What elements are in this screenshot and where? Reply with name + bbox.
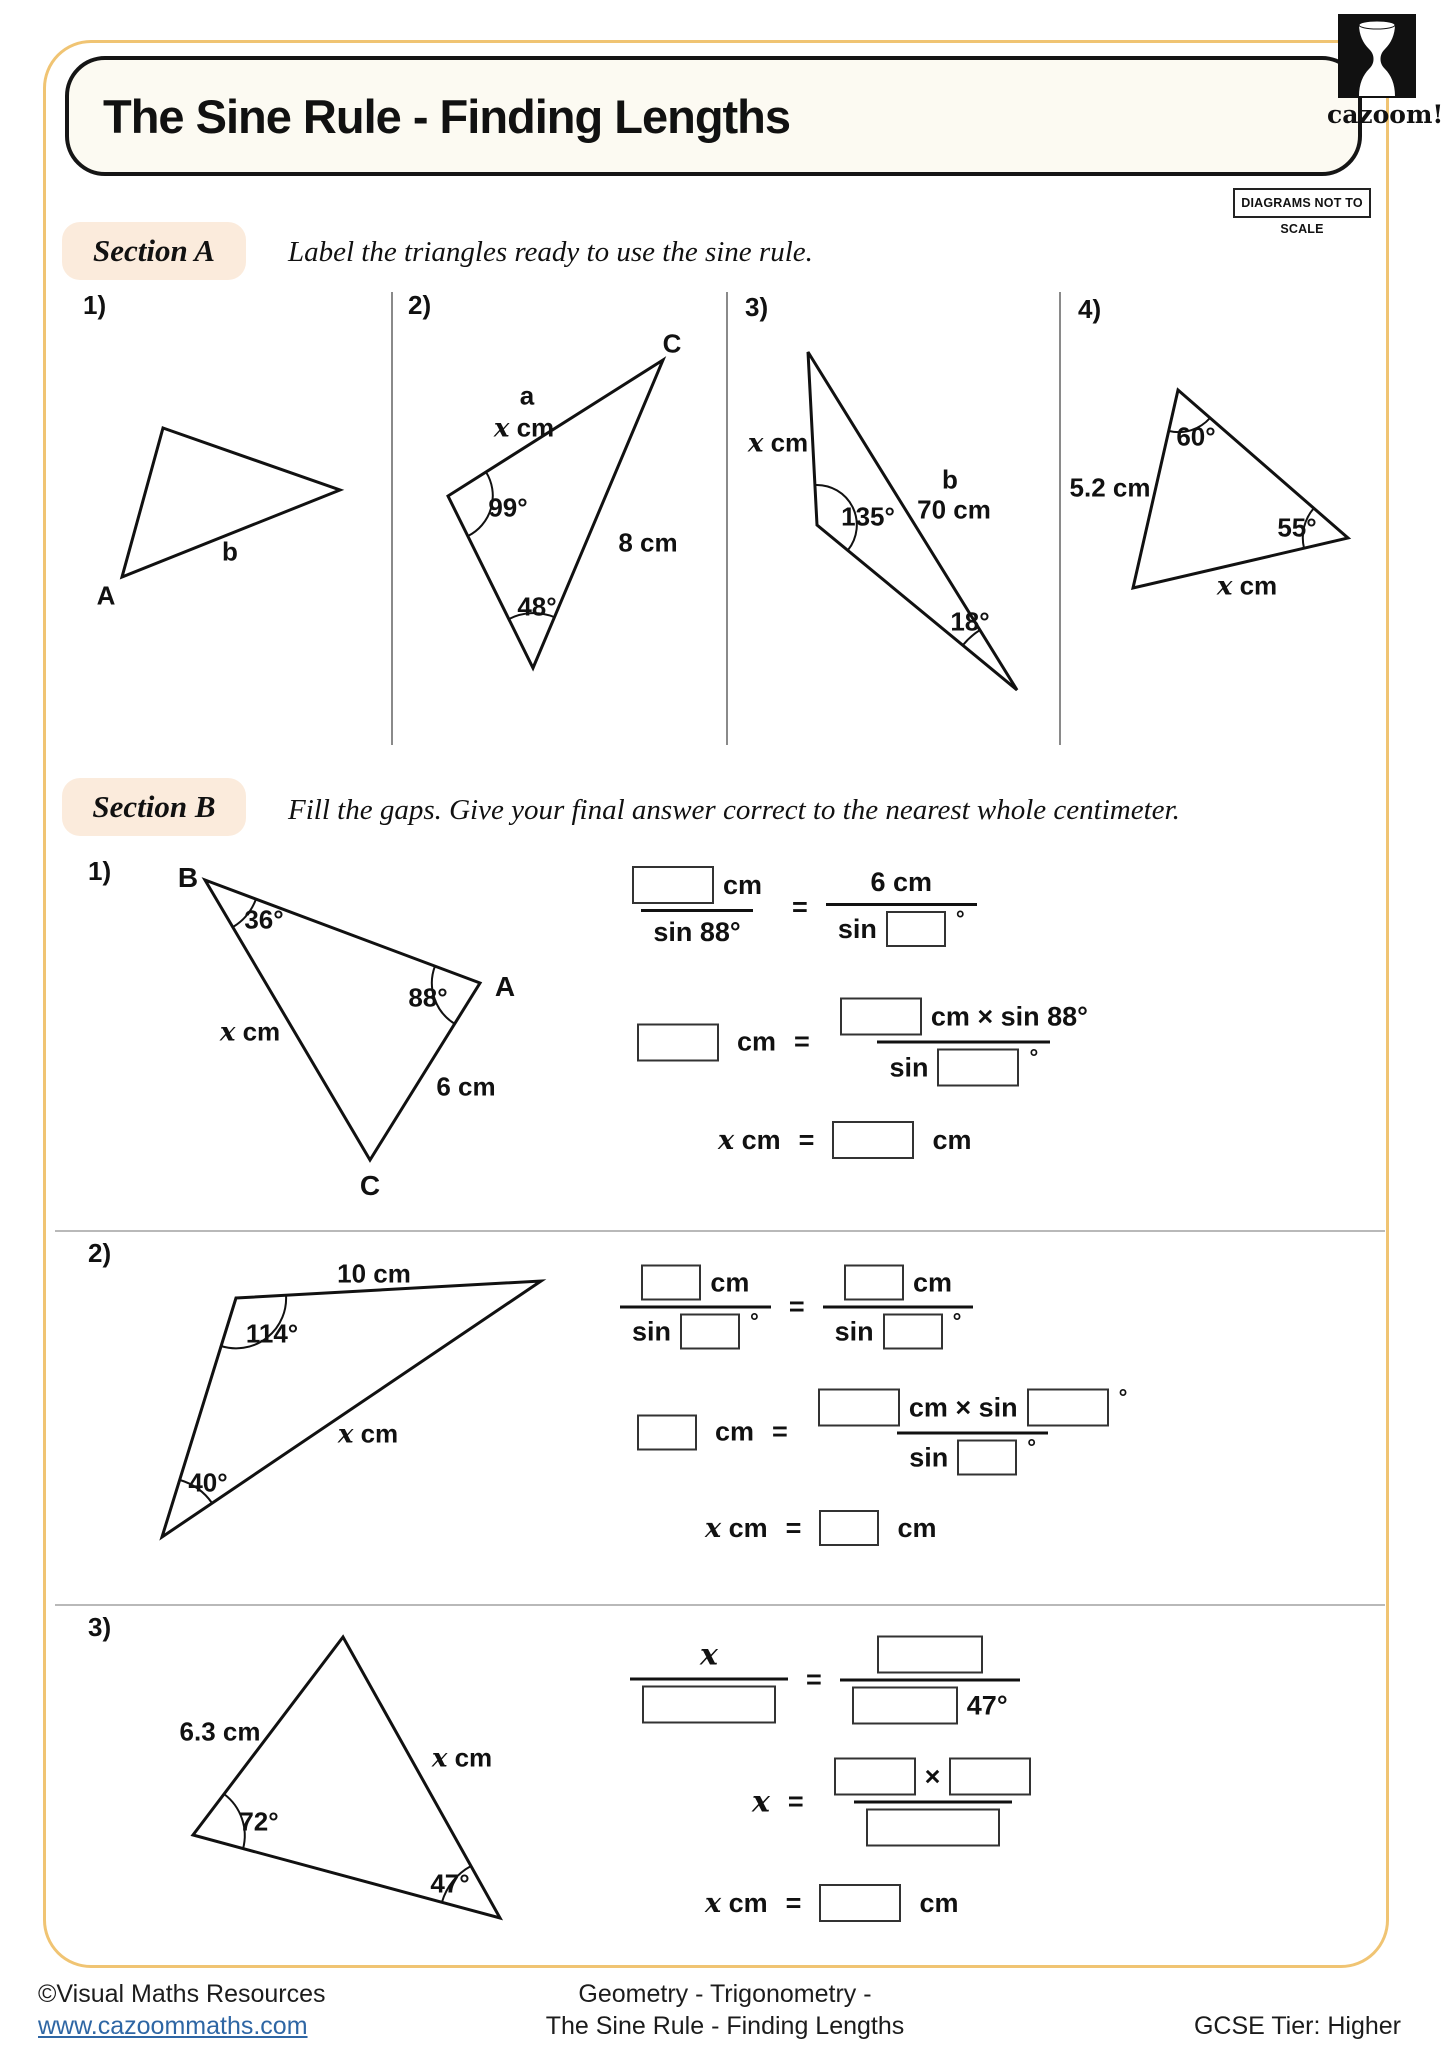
cm-unit: cm bbox=[741, 1124, 781, 1155]
cm-unit: cm bbox=[932, 1124, 972, 1155]
sin-88-text: sin 88° bbox=[653, 917, 741, 947]
equals-sign: = bbox=[772, 1416, 788, 1447]
answer-box[interactable] bbox=[637, 1414, 697, 1450]
side-label-xcm bbox=[1217, 571, 1277, 602]
answer-box[interactable] bbox=[886, 911, 946, 947]
47-degree-text: 47° bbox=[966, 1690, 1008, 1720]
side-label-xcm bbox=[338, 1419, 398, 1450]
question-number-a2: 2) bbox=[408, 290, 432, 320]
answer-box[interactable] bbox=[957, 1440, 1017, 1476]
answer-box[interactable] bbox=[680, 1314, 740, 1350]
equals-sign: = bbox=[787, 1786, 804, 1817]
cm-unit: cm bbox=[715, 1416, 755, 1447]
x-cm-lhs bbox=[705, 1513, 768, 1544]
brand-name: cazoom! bbox=[1327, 100, 1444, 129]
equals-sign: = bbox=[785, 1887, 802, 1918]
b1-equation-row3 bbox=[718, 1121, 971, 1159]
x-symbol: x bbox=[705, 1887, 722, 1919]
cm-unit: cm bbox=[360, 1418, 399, 1449]
angle-label-47: 47° bbox=[430, 1868, 470, 1899]
answer-box[interactable] bbox=[866, 1809, 1000, 1847]
page-title: The Sine Rule - Finding Lengths bbox=[103, 89, 791, 143]
x-symbol: x bbox=[718, 1124, 735, 1156]
fraction bbox=[826, 862, 977, 952]
cm-times-sin88-text: cm × sin 88° bbox=[930, 1001, 1088, 1031]
footer-topic-line1: Geometry - Trigonometry - bbox=[578, 1980, 872, 2008]
fraction bbox=[620, 1260, 771, 1355]
angle-label-55: 55° bbox=[1277, 512, 1317, 543]
answer-box[interactable] bbox=[818, 1389, 900, 1427]
cm-unit: cm bbox=[710, 1267, 750, 1297]
answer-box[interactable] bbox=[877, 1636, 983, 1674]
degree-sign: ° bbox=[955, 906, 965, 931]
answer-box[interactable] bbox=[641, 1265, 701, 1301]
side-label-6cm: 6 cm bbox=[436, 1071, 496, 1102]
cm-times-sin-text: cm × sin bbox=[908, 1392, 1018, 1422]
side-label-b: b bbox=[942, 464, 958, 495]
footer-topic-line2: The Sine Rule - Finding Lengths bbox=[545, 2012, 905, 2040]
side-label-xcm bbox=[494, 413, 554, 444]
degree-sign: ° bbox=[750, 1308, 759, 1334]
sin-text: sin bbox=[632, 1316, 672, 1346]
b1-equation-row2 bbox=[637, 993, 1100, 1092]
side-label-xcm bbox=[432, 1743, 492, 1774]
sin-text: sin bbox=[909, 1442, 949, 1472]
angle-label-60: 60° bbox=[1176, 421, 1216, 452]
cm-unit: cm bbox=[516, 412, 555, 443]
vertex-label-a: A bbox=[96, 580, 116, 611]
answer-box[interactable] bbox=[840, 998, 922, 1036]
x-symbol: x bbox=[493, 413, 510, 444]
side-label-10cm: 10 cm bbox=[337, 1258, 411, 1289]
equals-sign: = bbox=[788, 1291, 805, 1322]
cm-unit: cm bbox=[728, 1887, 768, 1918]
equals-sign: = bbox=[785, 1512, 802, 1543]
x-symbol: x bbox=[1216, 571, 1233, 602]
side-label-8cm: 8 cm bbox=[618, 527, 678, 558]
x-symbol: x bbox=[700, 1637, 718, 1672]
cm-unit: cm bbox=[897, 1512, 937, 1543]
fraction bbox=[823, 1260, 974, 1355]
angle-label-18: 18° bbox=[950, 606, 990, 637]
vertex-label-c: C bbox=[359, 1170, 381, 1201]
degree-sign: ° bbox=[1027, 1434, 1037, 1460]
angle-label-36: 36° bbox=[244, 904, 284, 935]
question-number-a1: 1) bbox=[83, 290, 107, 320]
fraction bbox=[828, 993, 1100, 1092]
vertex-label-b: B bbox=[177, 862, 199, 893]
side-label-a: a bbox=[519, 380, 535, 411]
times-sign: × bbox=[924, 1761, 941, 1791]
side-label-70cm: 70 cm bbox=[917, 494, 991, 525]
degree-sign: ° bbox=[1029, 1044, 1039, 1070]
answer-box[interactable] bbox=[883, 1314, 943, 1350]
side-label-xcm bbox=[748, 428, 808, 459]
cm-unit: cm bbox=[723, 869, 763, 900]
equals-sign: = bbox=[794, 1026, 810, 1057]
cm-unit: cm bbox=[737, 1026, 777, 1057]
section-b-pill bbox=[62, 778, 246, 836]
x-symbol: x bbox=[219, 1017, 236, 1048]
answer-box[interactable] bbox=[949, 1758, 1031, 1796]
fraction bbox=[806, 1384, 1140, 1481]
footer-copyright: ©Visual Maths Resources bbox=[38, 1980, 326, 2008]
answer-box[interactable] bbox=[834, 1758, 916, 1796]
section-a-label: Section A bbox=[92, 233, 215, 268]
fraction bbox=[840, 1631, 1020, 1730]
angle-label-114: 114° bbox=[245, 1318, 299, 1349]
answer-box[interactable] bbox=[642, 1685, 776, 1723]
cm-unit: cm bbox=[919, 1887, 959, 1918]
vertex-label-c: C bbox=[662, 328, 682, 359]
side-label-b: b bbox=[222, 536, 238, 567]
answer-box[interactable] bbox=[819, 1510, 879, 1546]
x-symbol: x bbox=[431, 1743, 448, 1774]
section-b-label: Section B bbox=[92, 789, 216, 824]
b2-equation-row3 bbox=[705, 1510, 936, 1546]
x-cm-lhs bbox=[705, 1888, 768, 1919]
angle-label-135: 135° bbox=[841, 501, 895, 532]
answer-box[interactable] bbox=[637, 1023, 719, 1061]
angle-label-40: 40° bbox=[188, 1467, 228, 1498]
6cm-text: 6 cm bbox=[870, 867, 932, 897]
cm-unit: cm bbox=[770, 427, 809, 458]
side-label-63cm: 6.3 cm bbox=[179, 1716, 261, 1747]
answer-box[interactable] bbox=[819, 1884, 901, 1922]
b3-equation-row2 bbox=[752, 1753, 1043, 1852]
answer-box[interactable] bbox=[632, 866, 714, 904]
x-symbol: x bbox=[705, 1512, 722, 1544]
answer-box[interactable] bbox=[1027, 1389, 1109, 1427]
cm-unit: cm bbox=[454, 1742, 493, 1773]
question-number-b2: 2) bbox=[88, 1238, 112, 1268]
x-cm-lhs bbox=[718, 1125, 781, 1156]
x-symbol: x bbox=[747, 428, 764, 459]
vertex-label-a: A bbox=[494, 971, 516, 1002]
equals-sign: = bbox=[792, 891, 808, 922]
equals-sign: = bbox=[806, 1664, 822, 1695]
b1-equation-row1 bbox=[620, 861, 977, 953]
b2-equation-row2 bbox=[637, 1384, 1139, 1481]
answer-box[interactable] bbox=[844, 1265, 904, 1301]
angle-label-99: 99° bbox=[488, 492, 528, 523]
sin-text: sin bbox=[837, 913, 877, 944]
answer-box[interactable] bbox=[852, 1687, 958, 1725]
triangle-b2 bbox=[162, 1281, 541, 1537]
angle-label-72: 72° bbox=[239, 1806, 279, 1837]
section-a-instruction: Label the triangles ready to use the sine rule. bbox=[288, 236, 813, 268]
b3-equation-row3 bbox=[705, 1884, 958, 1922]
angle-label-88: 88° bbox=[408, 982, 448, 1013]
cm-unit: cm bbox=[242, 1016, 281, 1047]
fraction bbox=[630, 1632, 788, 1728]
triangle-a4 bbox=[1133, 390, 1348, 588]
cm-unit: cm bbox=[728, 1512, 768, 1543]
fraction bbox=[822, 1753, 1044, 1852]
angle-label-48: 48° bbox=[517, 591, 557, 622]
b3-equation-row1 bbox=[630, 1631, 1020, 1730]
question-number-a3: 3) bbox=[745, 292, 769, 322]
degree-sign: ° bbox=[952, 1308, 962, 1334]
x-symbol: x bbox=[337, 1419, 354, 1450]
answer-box[interactable] bbox=[937, 1049, 1019, 1087]
question-number-a4: 4) bbox=[1078, 294, 1102, 324]
equals-sign: = bbox=[798, 1124, 815, 1155]
b2-equation-row1 bbox=[620, 1260, 973, 1355]
question-number-b3: 3) bbox=[88, 1612, 112, 1642]
section-b-instruction: Fill the gaps. Give your final answer correct to the nearest whole centimeter. bbox=[288, 794, 1180, 826]
footer-tier: GCSE Tier: Higher bbox=[1193, 2012, 1401, 2040]
diagrams-not-to-scale-badge: DIAGRAMS NOT TO SCALE bbox=[1233, 188, 1371, 218]
degree-sign: ° bbox=[1118, 1384, 1128, 1410]
answer-box[interactable] bbox=[832, 1121, 914, 1159]
sin-text: sin bbox=[834, 1316, 874, 1346]
cm-unit: cm bbox=[913, 1267, 953, 1297]
cm-unit: cm bbox=[1239, 570, 1278, 601]
fraction bbox=[620, 861, 774, 953]
question-number-b1: 1) bbox=[88, 856, 112, 886]
side-label-52cm: 5.2 cm bbox=[1069, 472, 1151, 503]
sin-text: sin bbox=[889, 1052, 929, 1082]
side-label-xcm bbox=[220, 1017, 280, 1048]
x-symbol: x bbox=[752, 1784, 770, 1820]
footer-url-link[interactable]: www.cazoommaths.com bbox=[38, 2012, 308, 2040]
